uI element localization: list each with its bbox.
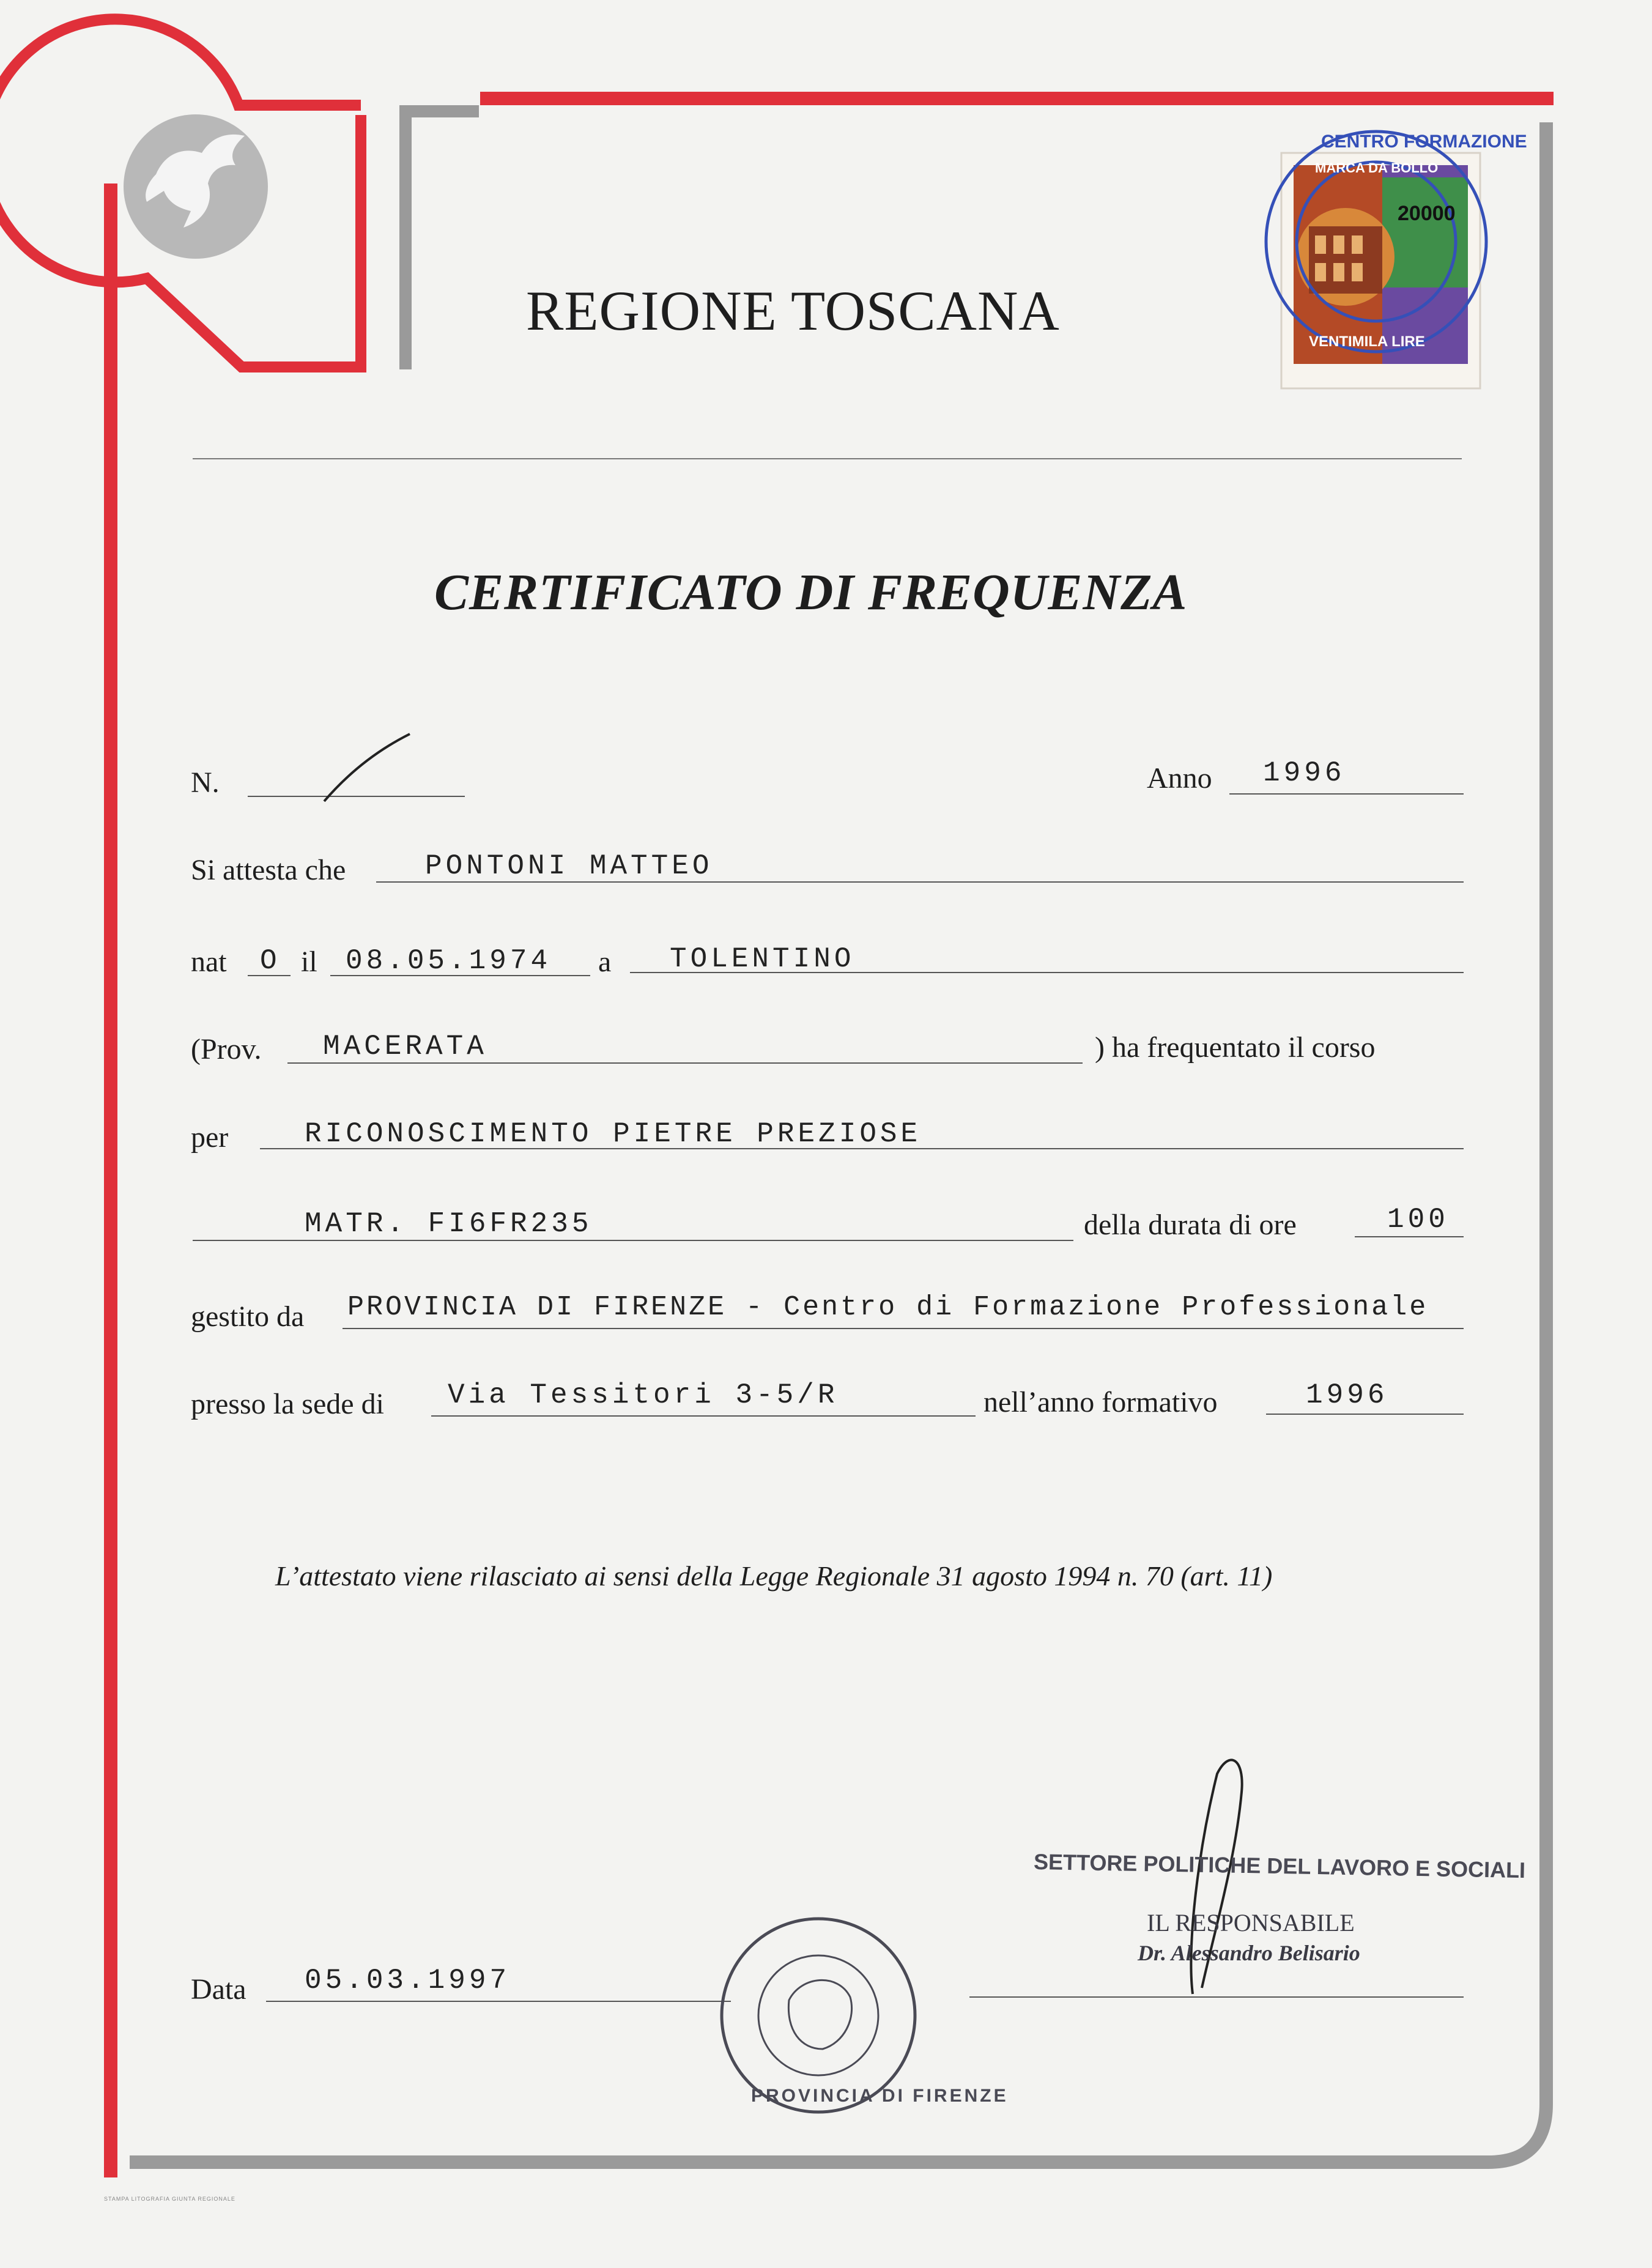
cancellation-ring-text: CENTRO FORMAZIONE [1321,132,1527,152]
per-label: per [191,1121,229,1154]
numero-slash-mark [324,734,410,801]
prov-label: (Prov. [191,1033,262,1065]
legal-note: L’attestato viene rilasciato ai sensi della Legge Regionale 31 agosto 1994 n. 70 (art. 11) [275,1560,1273,1592]
frequentato-label: ) ha frequentato il corso [1095,1031,1376,1064]
gender-value: O [260,945,281,977]
birth-date-value: 08.05.1974 [346,945,552,977]
il-label: il [301,946,317,978]
data-label: Data [191,1973,246,2006]
signatory-office: SETTORE POLITICHE DEL LAVORO E SOCIALI [1033,1848,1526,1883]
birth-place-value: TOLENTINO [670,943,855,975]
a-label: a [598,946,612,978]
certificate-title: CERTIFICATO DI FREQUENZA [434,564,1188,621]
gestito-label: gestito da [191,1300,305,1333]
attesta-label: Si attesta che [191,854,346,886]
regione-toscana-logo [0,19,479,369]
revenue-stamp-footer: VENTIMILA LIRE [1309,333,1425,350]
data-value: 05.03.1997 [305,1965,511,1996]
revenue-stamp-header: MARCA DA BOLLO [1315,160,1439,176]
course-value: RICONOSCIMENTO PIETRE PREZIOSE [305,1118,922,1150]
signatory-role: IL RESPONSABILE [1147,1909,1355,1936]
provincia-seal [722,1919,915,2112]
anno-value: 1996 [1263,757,1346,789]
signatory-name: Dr. Alessandro Belisario [1138,1941,1360,1965]
anno-formativo-label: nell’anno formativo [983,1386,1218,1418]
anno-formativo-value: 1996 [1306,1379,1388,1411]
printer-note: STAMPA LITOGRAFIA GIUNTA REGIONALE [104,2196,235,2202]
nat-label: nat [191,946,227,978]
name-value: PONTONI MATTEO [425,850,713,882]
durata-value: 100 [1387,1204,1449,1236]
matr-value: MATR. FI6FR235 [305,1208,593,1240]
red-top-rule [480,92,1554,105]
sede-value: Via Tessitori 3-5/R [448,1379,839,1411]
red-left-rule [104,183,117,2177]
sede-label: presso la sede di [191,1388,384,1420]
prov-value: MACERATA [323,1031,487,1062]
durata-label: della durata di ore [1084,1209,1297,1241]
seal-text: PROVINCIA DI FIRENZE [751,2086,1009,2106]
anno-label: Anno [1147,762,1212,795]
institution-title: REGIONE TOSCANA [526,280,1060,342]
revenue-stamp-value: 20000 [1398,202,1456,225]
numero-label: N. [191,766,220,799]
gestito-value: PROVINCIA DI FIRENZE - Centro di Formazione Professionale [347,1292,1429,1323]
